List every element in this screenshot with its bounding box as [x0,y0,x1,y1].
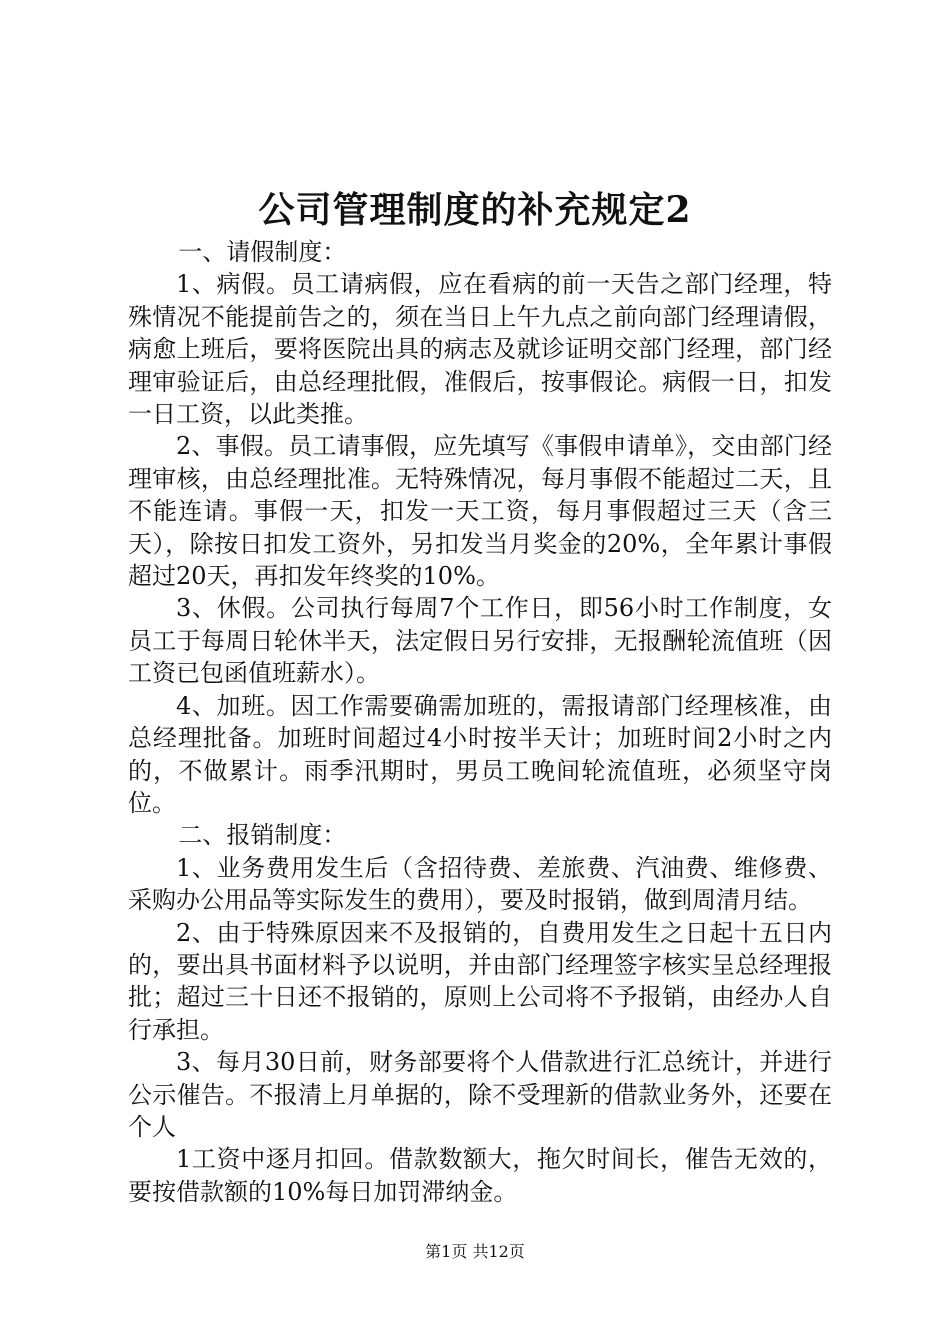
paragraph-expense-reporting: 1、业务费用发生后（含招待费、差旅费、汽油费、维修费、采购办公用品等实际发生的费用），要及时报销，做到周清月结。 [128,853,832,915]
paragraph-sick-leave: 1、病假。员工请病假，应在看病的前一天告之部门经理，特殊情况不能提前告之的，须在当日上午九点之前向部门经理请假，病愈上班后，要将医院出具的病志及就诊证明交部门经理，部门经理审验证后，由总经理批假，准假后，按事假论。病假一日，扣发一日工资，以此类推。 [128,270,832,429]
paragraph-rest-days: 3、休假。公司执行每周7个工作日，即56小时工作制度，女员工于每周日轮休半天，法定假日另行安排，无报酬轮流值班（因工资已包函值班薪水）。 [128,594,832,688]
document-title: 公司管理制度的补充规定2 [258,189,692,231]
paragraph-loan-summary: 3、每月30日前，财务部要将个人借款进行汇总统计，并进行公示催告。不报清上月单据的，除不受理新的借款业务外，还要在个人 [128,1048,832,1141]
section-heading-reimbursement: 二、报销制度： [178,821,347,850]
section-heading-leave: 一、请假制度： [178,238,347,266]
document-body [128,236,832,1208]
paragraph-late-reimbursement: 2、由于特殊原因来不及报销的，自费用发生之日起十五日内的，要出具书面材料予以说明，并由部门经理签字核实呈总经理报批；超过三十日还不报销的，原则上公司将不予报销，由经办人自行承担。 [128,918,832,1044]
paragraph-personal-leave: 2、事假。员工请事假，应先填写《事假申请单》，交由部门经理审核，由总经理批准。无特殊情况，每月事假不能超过二天，且不能连请。事假一天，扣发一天工资，每月事假超过三天（含三天），除按日扣发工资外，另扣发当月奖金的20%，全年累计事假超过20天，再扣发年终奖的10%。 [128,432,832,591]
page-number-footer: 第1页 共12页 [425,1242,525,1261]
paragraph-salary-deduction: 1工资中逐月扣回。借款数额大，拖欠时间长，催告无效的，要按借款额的10%每日加罚滞纳金。 [128,1145,832,1206]
paragraph-overtime: 4、加班。因工作需要确需加班的，需报请部门经理核准，由总经理批备。加班时间超过4小时按半天计；加班时间2小时之内的，不做累计。雨季汛期时，男员工晚间轮流值班，必须坚守岗位。 [128,691,832,817]
